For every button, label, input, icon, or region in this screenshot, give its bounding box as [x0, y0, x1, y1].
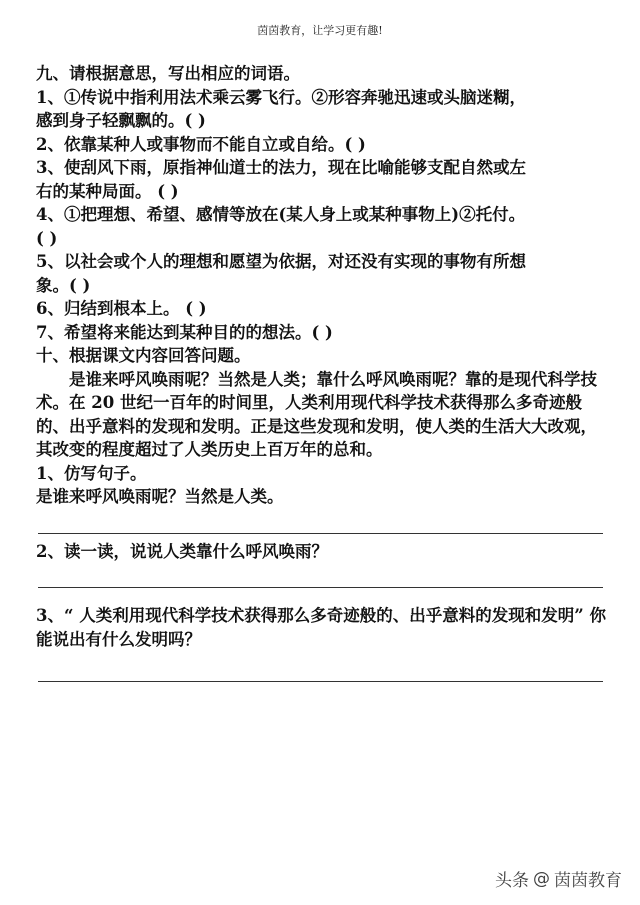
section9-q2: 2、依靠某种人或事物而不能自立或自给。( ) — [36, 134, 366, 154]
section10-q2: 2、读一读，说说人类靠什么呼风唤雨？ — [36, 541, 328, 561]
section9-q7: 7、希望将来能达到某种目的的想法。( ) — [36, 322, 333, 342]
section9-q1-line2: 感到身子轻飘飘的。( ) — [36, 111, 206, 130]
section10-q1-title: 1、仿写句子。 — [36, 463, 147, 483]
section9-q4-line2: ( ) — [36, 228, 58, 248]
section9-q5-line1: 5、以社会或个人的理想和愿望为依据，对还没有实现的事物有所想 — [36, 252, 526, 271]
watermark-account: 茵茵教育 — [554, 871, 622, 891]
section9-q3-line2: 右的某种局面。 ( ) — [36, 181, 179, 201]
section10-passage: 是谁来呼风唤雨呢？当然是人类；靠什么呼风唤雨呢？靠的是现代科学技术。在 20 世纪一百年的时间里，人类利用现代科学技术获得那么多奇迹般的、出乎意料的发现和发明。正是这些发现和发明，使人类的生活大大改观，其改变的程度超过了人类历史上百万年的总和。 — [36, 369, 597, 459]
section9-q6: 6、归结到根本上。 ( ) — [36, 299, 207, 318]
section9-title: 九、请根据意思，写出相应的词语。 — [36, 64, 300, 83]
section9-q1-line1: 1、①传说中指利用法术乘云雾飞行。②形容奔驰迅速或头脑迷糊， — [36, 87, 526, 107]
page-header: 茵茵教育，让学习更有趣! — [257, 24, 383, 37]
section10-title: 十、根据课文内容回答问题。 — [36, 346, 251, 365]
section9-q3-line1: 3、使刮风下雨，原指神仙道士的法力，现在比喻能够支配自然或左 — [36, 158, 526, 177]
section10-q1-example: 是谁来呼风唤雨呢？当然是人类。 — [36, 487, 284, 506]
worksheet-content — [36, 62, 606, 688]
section10-q3: 3、“ 人类利用现代科学技术获得那么多奇迹般的、出乎意料的发现和发明” 你能说出有什么发明吗？ — [36, 606, 606, 649]
answer-line-2[interactable] — [38, 575, 603, 588]
section9-q4-line1: 4、①把理想、希望、感情等放在(某人身上或某种事物上)②托付。 — [36, 205, 526, 224]
watermark — [495, 866, 622, 891]
section9-q5-line2: 象。( ) — [36, 275, 91, 295]
answer-line-1[interactable] — [38, 521, 603, 534]
watermark-brand: 头条 — [495, 871, 529, 891]
watermark-at: @ — [533, 868, 550, 889]
answer-line-3[interactable] — [38, 669, 603, 682]
